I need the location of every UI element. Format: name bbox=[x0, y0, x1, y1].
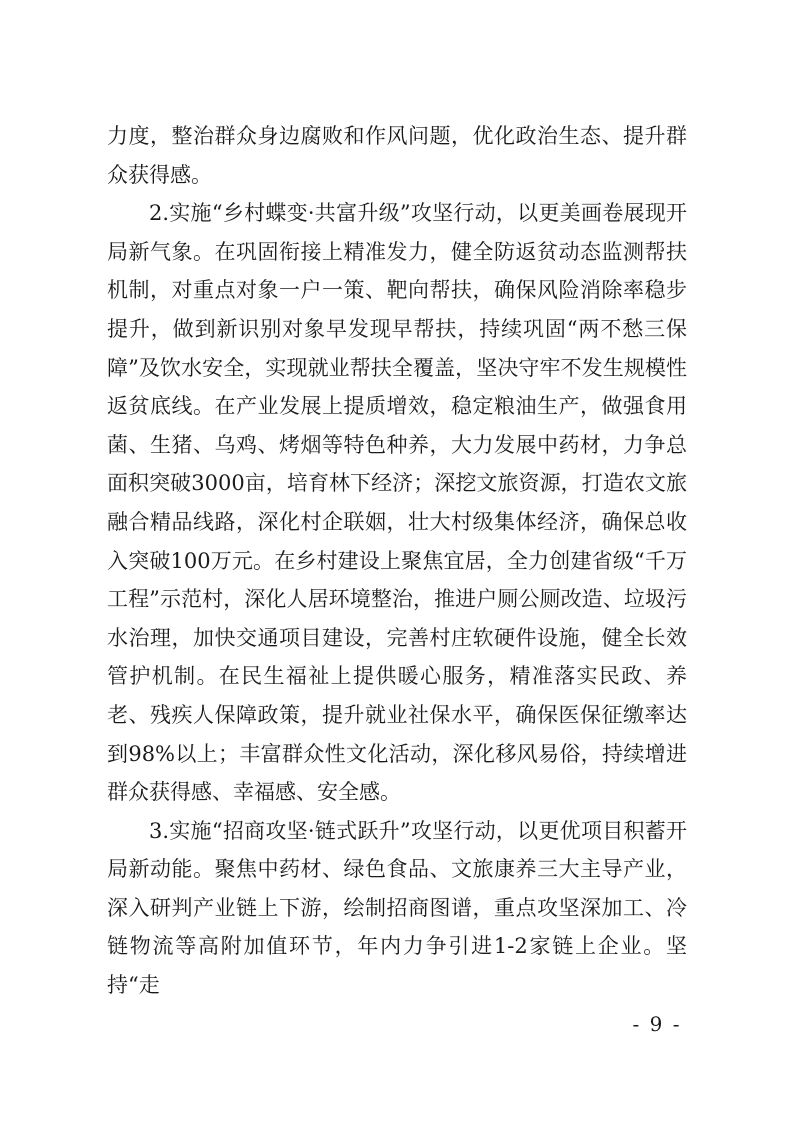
paragraph-item-3: 3.实施“招商攻坚·链式跃升”攻坚行动，以更优项目积蓄开局新动能。聚焦中药材、绿色食品、文旅康养三大主导产业，深入研判产业链上下游，绘制招商图谱，重点攻坚深加工、冷链物流等高附加值环节，年内力争引进1-2家链上企业。坚持“走 bbox=[107, 818, 687, 998]
paragraph-item-2: 2.实施“乡村蝶变·共富升级”攻坚行动，以更美画卷展现开局新气象。在巩固衔接上精准发力，健全防返贫动态监测帮扶机制，对重点对象一户一策、靶向帮扶，确保风险消除率稳步提升，做到新识别对象早发现早帮扶，持续巩固“两不愁三保障”及饮水安全，实现就业帮扶全覆盖，坚决守牢不发生规模性返贫底线。在产业发展上提质增效，稳定粮油生产，做强食用菌、生猪、乌鸡、烤烟等特色种养，大力发展中药材，力争总面积突破3000亩，培育林下经济；深挖文旅资源，打造农文旅融合精品线路，深化村企联姻，壮大村级集体经济，确保总收入突破100万元。在乡村建设上聚焦宜居，全力创建省级“千万工程”示范村，深化人居环境整治，推进户厕公厕改造、垃圾污水治理，加快交通项目建设，完善村庄软硬件设施，健全长效管护机制。在民生福祉上提供暖心服务，精准落实民政、养老、残疾人保障政策，提升就业社保水平，确保医保征缴率达到98%以上；丰富群众性文化活动，深化移风易俗，持续增进群众获得感、幸福感、安全感。 bbox=[107, 201, 687, 805]
page-number: - 9 - bbox=[632, 1012, 682, 1036]
body-text bbox=[107, 117, 687, 1005]
paragraph-continuation: 力度，整治群众身边腐败和作风问题，优化政治生态、提升群众获得感。 bbox=[107, 124, 687, 187]
